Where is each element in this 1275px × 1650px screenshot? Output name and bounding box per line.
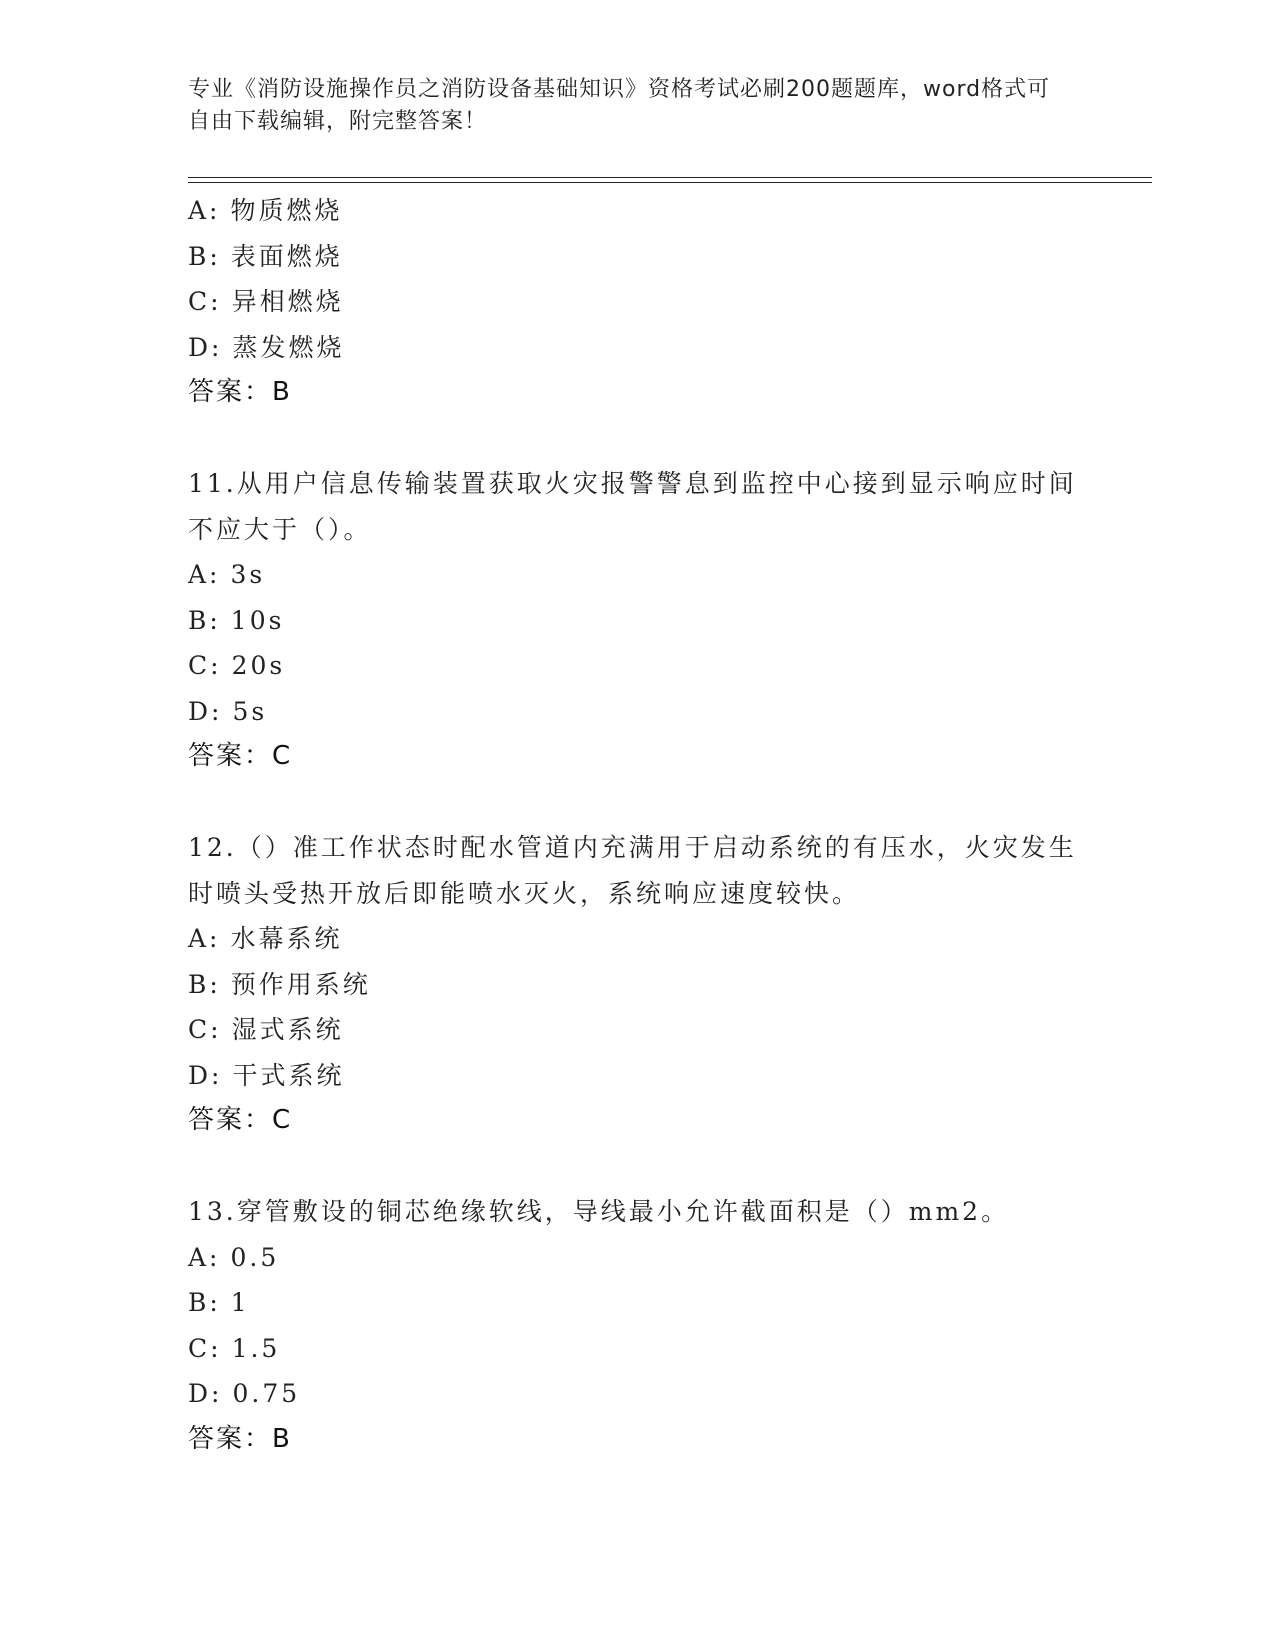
option-c [188,1326,1088,1372]
question-stem: 13.穿管敷设的铜芯绝缘软线，导线最小允许截面积是（）mm2。 [188,1197,1010,1226]
option-label: A: [188,924,221,953]
question-stem: 11.从用户信息传输装置获取火灾报警警息到监控中心接到显示响应时间不应大于（）。 [188,469,1077,544]
option-label: A: [188,1242,221,1272]
option-b [188,1280,1088,1326]
option-label: B: [188,605,221,635]
option-label: B: [188,969,221,999]
option-a [188,1235,1088,1281]
option-label: C: [188,1015,222,1044]
header-rule-bottom [188,182,1152,183]
option-label: A: [188,560,221,589]
option-text: 0.5 [230,1242,280,1272]
question-block-prev [188,188,1088,416]
option-text: 预作用系统 [230,969,371,999]
question-block-12 [188,825,1088,1144]
option-text: 水幕系统 [230,924,343,953]
answer-line: 答案：C [188,741,293,771]
option-c [188,279,1088,325]
option-text: 3s [230,560,266,589]
option-text: 异相燃烧 [231,287,344,316]
answer-line: 答案：B [188,377,292,407]
question-block-13 [188,1189,1088,1462]
option-text: 1 [230,1288,250,1317]
option-label: C: [188,287,222,316]
option-label: D: [188,1379,223,1408]
option-a [188,552,1088,598]
option-text: 20s [231,651,286,680]
option-d [188,689,1088,735]
option-text: 5s [232,696,268,726]
option-label: A: [188,196,221,225]
option-text: 湿式系统 [231,1015,344,1044]
option-text: 蒸发燃烧 [232,332,345,362]
option-a [188,916,1088,962]
answer-line: 答案：B [188,1423,292,1454]
option-text: 1.5 [231,1333,281,1363]
option-label: C: [188,1333,222,1363]
option-text: 物质燃烧 [230,196,343,225]
option-label: D: [188,332,223,362]
option-b [188,962,1088,1008]
option-c [188,1007,1088,1053]
option-text: 干式系统 [232,1060,345,1090]
question-stem: 12.（）准工作状态时配水管道内充满用于启动系统的有压水，火灾发生时喷头受热开放后即能喷水灭火，系统响应速度较快。 [188,833,1077,908]
option-label: D: [188,1060,223,1090]
option-d [188,1371,1088,1417]
option-text: 0.75 [232,1379,301,1408]
option-b [188,598,1088,644]
question-block-11 [188,461,1088,780]
option-a [188,188,1088,234]
option-c [188,643,1088,689]
option-text: 表面燃烧 [230,241,343,271]
option-label: D: [188,696,223,726]
option-d [188,325,1088,371]
option-b [188,234,1088,280]
option-text: 10s [230,605,285,635]
option-label: C: [188,651,222,680]
header-rule-top [188,177,1152,178]
option-d [188,1053,1088,1099]
answer-line: 答案：C [188,1105,293,1135]
option-label: B: [188,241,221,271]
question-list [188,188,1088,1462]
document-intro: 专业《消防设施操作员之消防设备基础知识》资格考试必刷200题题库，word格式可自由下载编辑，附完整答案！ [188,77,1051,134]
option-label: B: [188,1288,221,1317]
